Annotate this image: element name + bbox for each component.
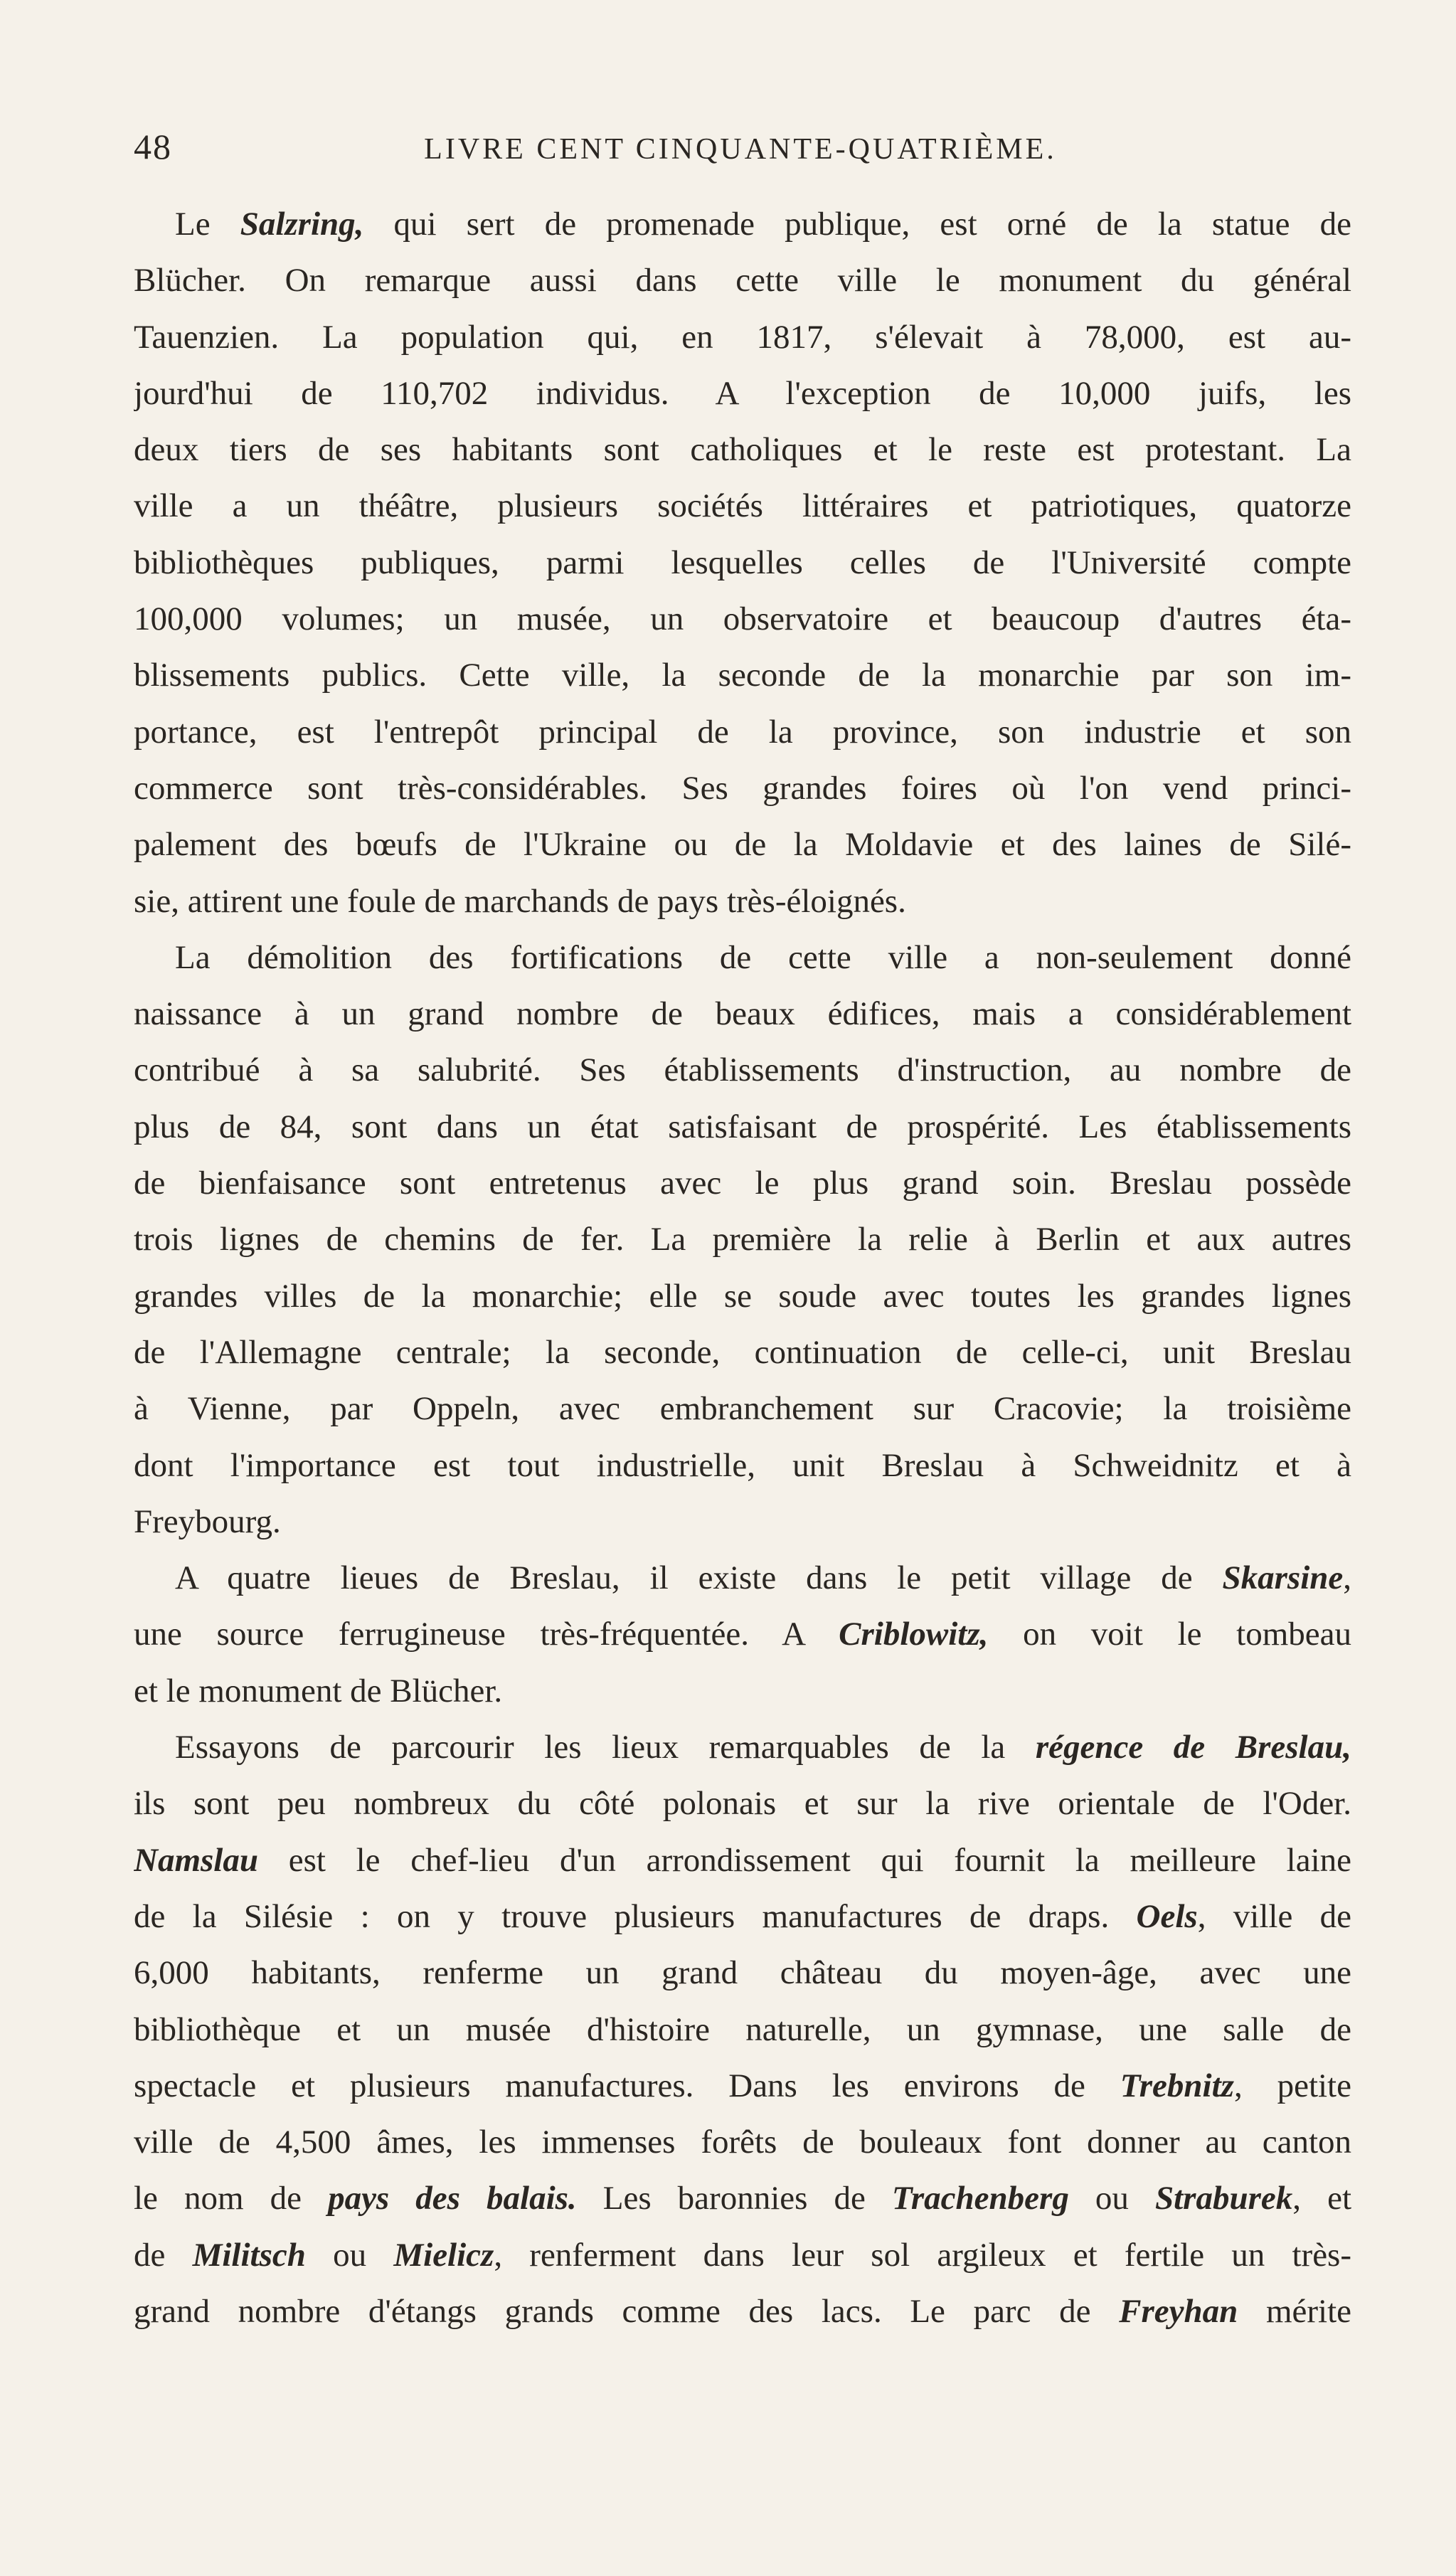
text-segment: , et bbox=[1292, 2180, 1351, 2217]
text-line bbox=[134, 1155, 1351, 1212]
text-line bbox=[134, 986, 1351, 1042]
text-line bbox=[134, 2058, 1351, 2114]
text-line bbox=[134, 874, 1351, 930]
italic-term: Militsch bbox=[192, 2236, 306, 2274]
text-line bbox=[134, 2284, 1351, 2340]
text-line bbox=[134, 2170, 1351, 2227]
text-segment: ils sont peu nombreux du côté polonais et sur la rive orientale de l'Oder. bbox=[134, 1785, 1351, 1823]
text-line bbox=[134, 760, 1351, 817]
text-segment: trois lignes de chemins de fer. La première la relie à Berlin et aux autres bbox=[134, 1221, 1351, 1258]
text-line bbox=[134, 1719, 1351, 1776]
italic-term: Namslau bbox=[134, 1841, 258, 1879]
text-line bbox=[134, 196, 1351, 253]
italic-term: Trebnitz bbox=[1120, 2067, 1234, 2104]
text-line bbox=[134, 1494, 1351, 1550]
text-segment: et le monument de Blücher. bbox=[134, 1672, 503, 1710]
text-segment: naissance à un grand nombre de beaux édifices, mais a considérablement bbox=[134, 995, 1351, 1033]
text-line bbox=[134, 930, 1351, 986]
text-segment: une source ferrugineuse très-fréquentée. A bbox=[134, 1616, 839, 1653]
text-segment: blissements publics. Cette ville, la seconde de la monarchie par son im- bbox=[134, 657, 1351, 694]
text-segment: grand nombre d'étangs grands comme des lacs. Le parc de bbox=[134, 2292, 1120, 2330]
text-line bbox=[134, 1833, 1351, 1889]
text-segment: le nom de bbox=[134, 2180, 329, 2217]
text-segment: on voit le tombeau bbox=[988, 1616, 1351, 1653]
text-line bbox=[134, 1099, 1351, 1155]
text-line bbox=[134, 1776, 1351, 1832]
text-segment: La démolition des fortifications de cette ville a non-seulement donné bbox=[175, 938, 1351, 976]
italic-term: Criblowitz, bbox=[839, 1616, 989, 1653]
text-line bbox=[134, 1268, 1351, 1325]
text-segment: ville de 4,500 âmes, les immenses forêts de bouleaux font donner au canton bbox=[134, 2124, 1351, 2161]
text-line bbox=[134, 535, 1351, 591]
text-line bbox=[134, 1438, 1351, 1494]
text-line bbox=[134, 2227, 1351, 2284]
text-segment: de bbox=[134, 2236, 193, 2274]
italic-term: Trachenberg bbox=[891, 2180, 1069, 2217]
text-line bbox=[134, 1212, 1351, 1268]
text-segment: de la Silésie : on y trouve plusieurs manufactures de draps. bbox=[134, 1897, 1137, 1935]
italic-term: régence de Breslau, bbox=[1035, 1729, 1351, 1766]
text-line bbox=[134, 1381, 1351, 1437]
text-line bbox=[134, 1663, 1351, 1719]
text-segment: 100,000 volumes; un musée, un observatoire et beaucoup d'autres éta- bbox=[134, 600, 1351, 638]
text-segment: mérite bbox=[1238, 2292, 1351, 2330]
text-segment: Tauenzien. La population qui, en 1817, s'élevait à 78,000, est au- bbox=[134, 318, 1351, 356]
text-segment: deux tiers de ses habitants sont catholiques et le reste est protestant. La bbox=[134, 431, 1351, 469]
text-segment: jourd'hui de 110,702 individus. A l'exception de 10,000 juifs, les bbox=[134, 374, 1351, 412]
text-segment: spectacle et plusieurs manufactures. Dans les environs de bbox=[134, 2067, 1120, 2104]
text-line bbox=[134, 817, 1351, 873]
text-line bbox=[134, 478, 1351, 534]
text-segment: plus de 84, sont dans un état satisfaisant de prospérité. Les établissements bbox=[134, 1108, 1351, 1145]
text-segment: Les baronnies de bbox=[576, 2180, 892, 2217]
text-segment: 6,000 habitants, renferme un grand château du moyen-âge, avec une bbox=[134, 1954, 1351, 1992]
text-line bbox=[134, 1325, 1351, 1381]
text-segment: Freybourg. bbox=[134, 1502, 281, 1540]
text-segment: est le chef-lieu d'un arrondissement qui fournit la meilleure laine bbox=[258, 1841, 1351, 1879]
text-line bbox=[134, 1889, 1351, 1945]
body-text bbox=[134, 196, 1351, 2340]
italic-term: Salzring, bbox=[240, 206, 364, 243]
text-segment: de bienfaisance sont entretenus avec le plus grand soin. Breslau possède bbox=[134, 1165, 1351, 1202]
text-segment: à Vienne, par Oppeln, avec embranchement sur Cracovie; la troisième bbox=[134, 1390, 1351, 1428]
text-segment: contribué à sa salubrité. Ses établissements d'instruction, au nombre de bbox=[134, 1051, 1351, 1089]
text-segment: bibliothèque et un musée d'histoire naturelle, un gymnase, une salle de bbox=[134, 2010, 1351, 2048]
text-segment: Essayons de parcourir les lieux remarquables de la bbox=[175, 1729, 1036, 1766]
text-segment: Blücher. On remarque aussi dans cette ville le monument du général bbox=[134, 262, 1351, 300]
text-segment: , renferment dans leur sol argileux et fertile un très- bbox=[494, 2236, 1351, 2274]
text-segment: commerce sont très-considérables. Ses grandes foires où l'on vend princi- bbox=[134, 769, 1351, 807]
page-number: 48 bbox=[134, 127, 172, 166]
italic-term: Skarsine bbox=[1222, 1559, 1344, 1597]
text-line bbox=[134, 2114, 1351, 2170]
text-line bbox=[134, 366, 1351, 422]
text-segment: , petite bbox=[1233, 2067, 1351, 2104]
text-line bbox=[134, 253, 1351, 309]
text-line bbox=[134, 1945, 1351, 2001]
running-title: LIVRE CENT CINQUANTE-QUATRIÈME. bbox=[424, 133, 1057, 166]
text-line bbox=[134, 1042, 1351, 1098]
text-line bbox=[134, 2002, 1351, 2058]
text-segment: grandes villes de la monarchie; elle se soude avec toutes les grandes lignes bbox=[134, 1277, 1351, 1315]
text-segment: A quatre lieues de Breslau, il existe dans le petit village de bbox=[175, 1559, 1223, 1597]
text-segment: bibliothèques publiques, parmi lesquelles celles de l'Université compte bbox=[134, 544, 1351, 581]
text-segment: , ville de bbox=[1197, 1897, 1351, 1935]
text-segment: Le bbox=[175, 206, 240, 243]
page-header bbox=[132, 125, 1349, 175]
text-segment: ou bbox=[305, 2236, 394, 2274]
text-line bbox=[134, 1550, 1351, 1606]
text-segment: ville a un théâtre, plusieurs sociétés littéraires et patriotiques, quatorze bbox=[134, 487, 1351, 525]
text-segment: qui sert de promenade publique, est orné de la statue de bbox=[363, 206, 1351, 243]
text-line bbox=[134, 704, 1351, 760]
text-segment: , bbox=[1343, 1559, 1351, 1597]
italic-term: Freyhan bbox=[1119, 2292, 1238, 2330]
text-segment: sie, attirent une foule de marchands de pays très-éloignés. bbox=[134, 882, 906, 920]
text-line bbox=[134, 1606, 1351, 1663]
text-line bbox=[134, 591, 1351, 647]
text-line bbox=[134, 309, 1351, 366]
text-segment: dont l'importance est tout industrielle, unit Breslau à Schweidnitz et à bbox=[134, 1446, 1351, 1484]
text-line bbox=[134, 647, 1351, 704]
italic-term: Oels bbox=[1136, 1897, 1198, 1935]
text-segment: portance, est l'entrepôt principal de la province, son industrie et son bbox=[134, 713, 1351, 751]
text-segment: ou bbox=[1068, 2180, 1155, 2217]
italic-term: Straburek bbox=[1154, 2180, 1293, 2217]
text-segment: de l'Allemagne centrale; la seconde, continuation de celle-ci, unit Breslau bbox=[134, 1333, 1351, 1371]
italic-term: Mielicz bbox=[393, 2236, 494, 2274]
text-segment: palement des bœufs de l'Ukraine ou de la Moldavie et des laines de Silé- bbox=[134, 826, 1351, 864]
italic-term: pays des balais. bbox=[328, 2180, 577, 2217]
text-line bbox=[134, 422, 1351, 478]
